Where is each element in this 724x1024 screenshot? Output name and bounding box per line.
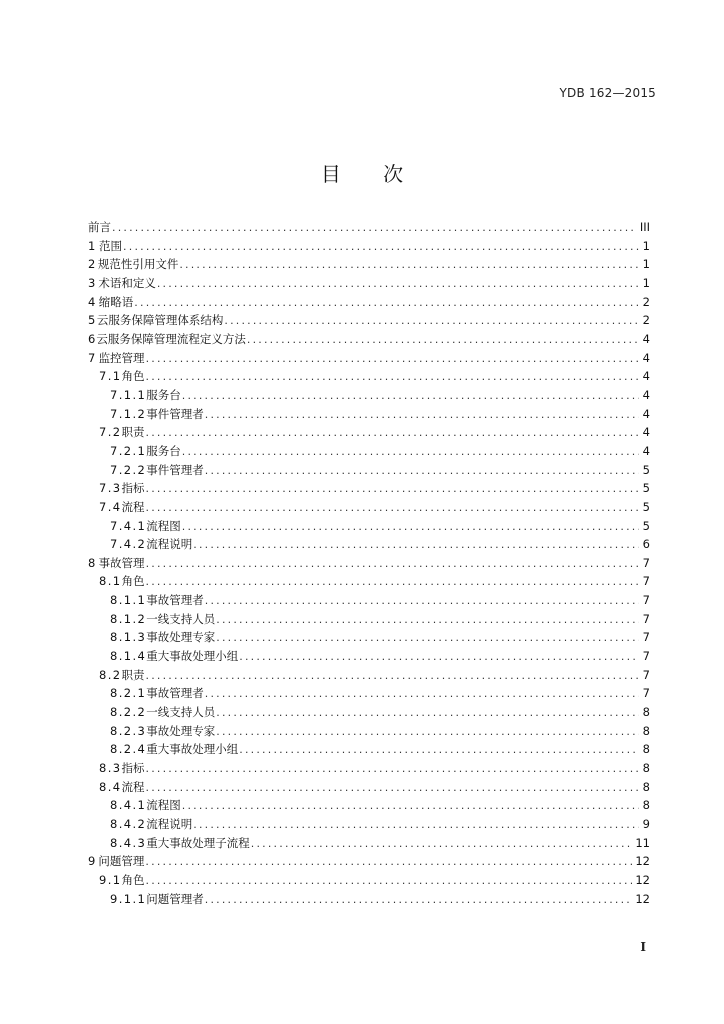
toc-entry-number: 8.1.2 [110, 611, 147, 626]
toc-dot-leader [182, 443, 639, 462]
toc-entry[interactable] [88, 778, 650, 797]
toc-entry-number: 3 [88, 275, 96, 290]
toc-entry-page: 4 [642, 406, 650, 421]
toc-entry-page: 7 [642, 611, 650, 626]
toc-entry[interactable] [88, 852, 650, 871]
toc-dot-leader [216, 723, 639, 742]
toc-entry-number: 7 [88, 350, 96, 365]
toc-entry[interactable] [88, 871, 650, 890]
standard-code: YDB 162—2015 [559, 86, 656, 100]
toc-entry-page: 1 [642, 257, 650, 272]
toc-dot-leader [205, 462, 639, 481]
toc-entry-title: 流程图 [146, 518, 181, 533]
toc-entry-title: 流程 [121, 499, 145, 514]
toc-entry-number: 7.3 [99, 481, 122, 496]
toc-entry-number: 9 [88, 854, 96, 869]
toc-entry-page: 1 [642, 275, 650, 290]
toc-entry-number: 8.4 [99, 779, 122, 794]
toc-dot-leader [179, 256, 639, 275]
toc-entry-page: 8 [642, 742, 650, 757]
toc-dot-leader [216, 704, 639, 723]
toc-entry-title: 事件管理者 [146, 462, 204, 477]
toc-entry-page: 12 [635, 891, 650, 906]
toc-entry-title: 指标 [121, 481, 145, 496]
toc-entry-title: 服务台 [146, 387, 181, 402]
toc-entry-title: 角色 [121, 872, 145, 887]
toc-dot-leader [224, 312, 639, 331]
toc-entry[interactable] [88, 796, 650, 815]
toc-entry-title: 重大事故处理小组 [146, 742, 239, 757]
page-title: 目 次 [320, 162, 422, 186]
toc-entry-page: 5 [642, 462, 650, 477]
toc-dot-leader [205, 685, 639, 704]
table-of-contents [88, 218, 650, 908]
toc-entry-page: 2 [642, 313, 650, 328]
toc-dot-leader [146, 760, 640, 779]
toc-entry-title: 规范性引用文件 [97, 257, 179, 272]
toc-entry-page: 4 [642, 350, 650, 365]
toc-entry-title: 问题管理者 [146, 891, 204, 906]
toc-entry-page: 7 [642, 649, 650, 664]
toc-entry-number: 8.1 [99, 574, 122, 589]
toc-dot-leader [146, 368, 640, 387]
toc-entry[interactable] [88, 349, 650, 368]
toc-entry[interactable] [88, 628, 650, 647]
toc-entry-number: 8.2.2 [110, 705, 147, 720]
toc-entry-number: 7.2 [99, 425, 122, 440]
toc-entry-number: 8.2 [99, 667, 122, 682]
toc-entry-page: 6 [642, 537, 650, 552]
toc-entry-number: 8.4.3 [110, 835, 147, 850]
toc-dot-leader [146, 499, 640, 518]
toc-entry-page: 7 [642, 630, 650, 645]
toc-entry-page: 7 [642, 574, 650, 589]
toc-entry-title: 流程 [121, 779, 145, 794]
toc-entry[interactable] [88, 740, 650, 759]
toc-dot-leader [193, 536, 639, 555]
toc-entry-title: 一线支持人员 [146, 705, 216, 720]
toc-entry-number: 7.4.1 [110, 518, 147, 533]
toc-entry-page: 4 [642, 369, 650, 384]
toc-entry[interactable] [88, 311, 650, 330]
toc-entry[interactable] [88, 834, 650, 853]
toc-entry-title: 角色 [121, 369, 145, 384]
toc-entry-page: 8 [642, 798, 650, 813]
toc-dot-leader [146, 779, 640, 798]
toc-entry[interactable] [88, 330, 650, 349]
toc-entry[interactable] [88, 647, 650, 666]
toc-entry-title: 重大事故处理小组 [146, 649, 239, 664]
toc-dot-leader [145, 853, 632, 872]
toc-entry[interactable] [88, 759, 650, 778]
toc-entry-title: 服务台 [146, 443, 181, 458]
toc-entry-title: 事故管理 [98, 555, 145, 570]
toc-entry-page: 8 [642, 723, 650, 738]
toc-entry-number: 8.1.3 [110, 630, 147, 645]
toc-entry-page: 7 [642, 593, 650, 608]
toc-dot-leader [146, 424, 640, 443]
toc-dot-leader [146, 872, 633, 891]
toc-dot-leader [134, 294, 639, 313]
toc-entry-page: 5 [642, 481, 650, 496]
toc-dot-leader [247, 331, 639, 350]
toc-entry-number: 8.2.1 [110, 686, 147, 701]
toc-dot-leader [146, 667, 640, 686]
toc-entry-page: 4 [642, 443, 650, 458]
toc-entry-number: 8.1.4 [110, 649, 147, 664]
toc-entry-title: 监控管理 [98, 350, 145, 365]
toc-entry-title: 范围 [99, 238, 123, 253]
toc-entry[interactable] [88, 367, 650, 386]
toc-dot-leader [146, 555, 639, 574]
toc-entry-title: 指标 [121, 761, 145, 776]
toc-entry[interactable] [88, 554, 650, 573]
toc-entry-page: 11 [635, 835, 650, 850]
toc-entry-title: 事故管理者 [146, 686, 204, 701]
toc-entry-number: 7.4.2 [110, 537, 147, 552]
toc-entry-page: 2 [642, 294, 650, 309]
toc-dot-leader [193, 816, 639, 835]
toc-entry[interactable] [88, 423, 650, 442]
toc-entry-page: 12 [635, 854, 650, 869]
toc-dot-leader [182, 518, 639, 537]
toc-entry[interactable] [88, 386, 650, 405]
toc-entry-page: 4 [642, 425, 650, 440]
toc-entry-number: 8.3 [99, 761, 122, 776]
toc-entry-title: 重大事故处理子流程 [146, 835, 250, 850]
toc-entry-number: 8.4.2 [110, 817, 147, 831]
toc-entry-title: 流程说明 [146, 537, 193, 552]
toc-entry[interactable] [88, 610, 650, 629]
toc-entry-number: 8 [88, 555, 96, 570]
toc-entry-number: 8.2.3 [110, 723, 147, 738]
toc-dot-leader [216, 611, 639, 630]
toc-entry-number: 2 [88, 257, 96, 272]
toc-dot-leader [146, 573, 640, 592]
toc-dot-leader [239, 648, 639, 667]
toc-entry-number: 5 [88, 313, 96, 328]
toc-dot-leader [251, 835, 633, 854]
toc-entry[interactable] [88, 218, 650, 237]
toc-entry-number: 8.4.1 [110, 798, 147, 813]
page-number: I [640, 940, 646, 954]
toc-entry-title: 流程说明 [146, 817, 193, 831]
toc-entry-number: 7.2.1 [110, 443, 147, 458]
toc-entry[interactable] [88, 479, 650, 498]
toc-entry-page: 7 [642, 555, 650, 570]
toc-entry-number: 8.2.4 [110, 742, 147, 757]
toc-entry-number: 7.1.2 [110, 406, 147, 421]
toc-entry[interactable] [88, 815, 650, 834]
toc-entry-number: 6 [88, 331, 96, 346]
toc-entry-page: 8 [642, 705, 650, 720]
toc-dot-leader [123, 238, 639, 257]
toc-entry-page: 12 [635, 872, 650, 887]
toc-entry-number: 9.1.1 [110, 891, 147, 906]
toc-entry[interactable] [88, 293, 650, 312]
toc-dot-leader [216, 629, 639, 648]
toc-entry-page: 7 [642, 667, 650, 682]
toc-entry[interactable] [88, 442, 650, 461]
toc-dot-leader [205, 592, 639, 611]
toc-entry-number: 4 [88, 294, 96, 309]
toc-dot-leader [146, 350, 639, 369]
toc-entry-page: 9 [642, 817, 650, 831]
toc-entry-title: 云服务保障管理体系结构 [96, 313, 224, 328]
toc-dot-leader [157, 275, 639, 294]
toc-entry[interactable] [88, 591, 650, 610]
toc-dot-leader [182, 387, 639, 406]
toc-dot-leader [146, 480, 640, 499]
toc-entry[interactable] [88, 517, 650, 536]
toc-entry-number: 7.4 [99, 499, 122, 514]
toc-entry-page: 4 [642, 331, 650, 346]
toc-entry-title: 职责 [121, 667, 145, 682]
toc-entry-title: 流程图 [146, 798, 181, 813]
toc-entry-title: 事件管理者 [146, 406, 204, 421]
toc-entry-number: 8.1.1 [110, 593, 147, 608]
toc-entry-title: 角色 [121, 574, 145, 589]
toc-entry[interactable] [88, 666, 650, 685]
toc-entry-title: 事故处理专家 [146, 630, 216, 645]
toc-entry-title: 事故处理专家 [146, 723, 216, 738]
toc-entry-page: 7 [642, 686, 650, 701]
toc-entry-title: 职责 [121, 425, 145, 440]
toc-entry-title: 云服务保障管理流程定义方法 [96, 331, 246, 346]
toc-entry[interactable] [88, 255, 650, 274]
toc-entry[interactable] [88, 703, 650, 722]
toc-entry[interactable] [88, 498, 650, 517]
toc-entry-page: 4 [642, 387, 650, 402]
toc-entry-title: 一线支持人员 [146, 611, 216, 626]
toc-entry-title: 前言 [88, 220, 111, 234]
toc-entry[interactable] [88, 405, 650, 424]
toc-entry[interactable] [88, 237, 650, 256]
toc-dot-leader [239, 741, 639, 760]
toc-entry[interactable] [88, 535, 650, 554]
toc-entry-number: 7.1.1 [110, 387, 147, 402]
toc-entry[interactable] [88, 572, 650, 591]
toc-entry[interactable] [88, 684, 650, 703]
toc-entry-page: 8 [642, 779, 650, 794]
toc-dot-leader [205, 891, 633, 910]
toc-entry-number: 1 [88, 238, 96, 253]
toc-entry-page: 5 [642, 518, 650, 533]
toc-entry[interactable] [88, 461, 650, 480]
toc-entry[interactable] [88, 722, 650, 741]
toc-entry-number: 7.2.2 [110, 462, 147, 477]
toc-entry-title: 术语和定义 [98, 275, 156, 290]
toc-entry-page: 8 [642, 761, 650, 776]
toc-entry-page: III [639, 220, 650, 234]
toc-dot-leader [205, 406, 639, 425]
toc-dot-leader [112, 219, 637, 238]
toc-entry-title: 问题管理 [98, 854, 145, 869]
toc-entry[interactable] [88, 274, 650, 293]
toc-dot-leader [182, 797, 639, 816]
toc-entry-title: 缩略语 [98, 294, 134, 309]
toc-entry-title: 事故管理者 [146, 593, 204, 608]
toc-entry[interactable] [88, 890, 650, 909]
toc-entry-number: 9.1 [99, 872, 122, 887]
toc-entry-page: 1 [642, 238, 650, 253]
toc-entry-number: 7.1 [99, 369, 122, 384]
toc-entry-page: 5 [642, 499, 650, 514]
